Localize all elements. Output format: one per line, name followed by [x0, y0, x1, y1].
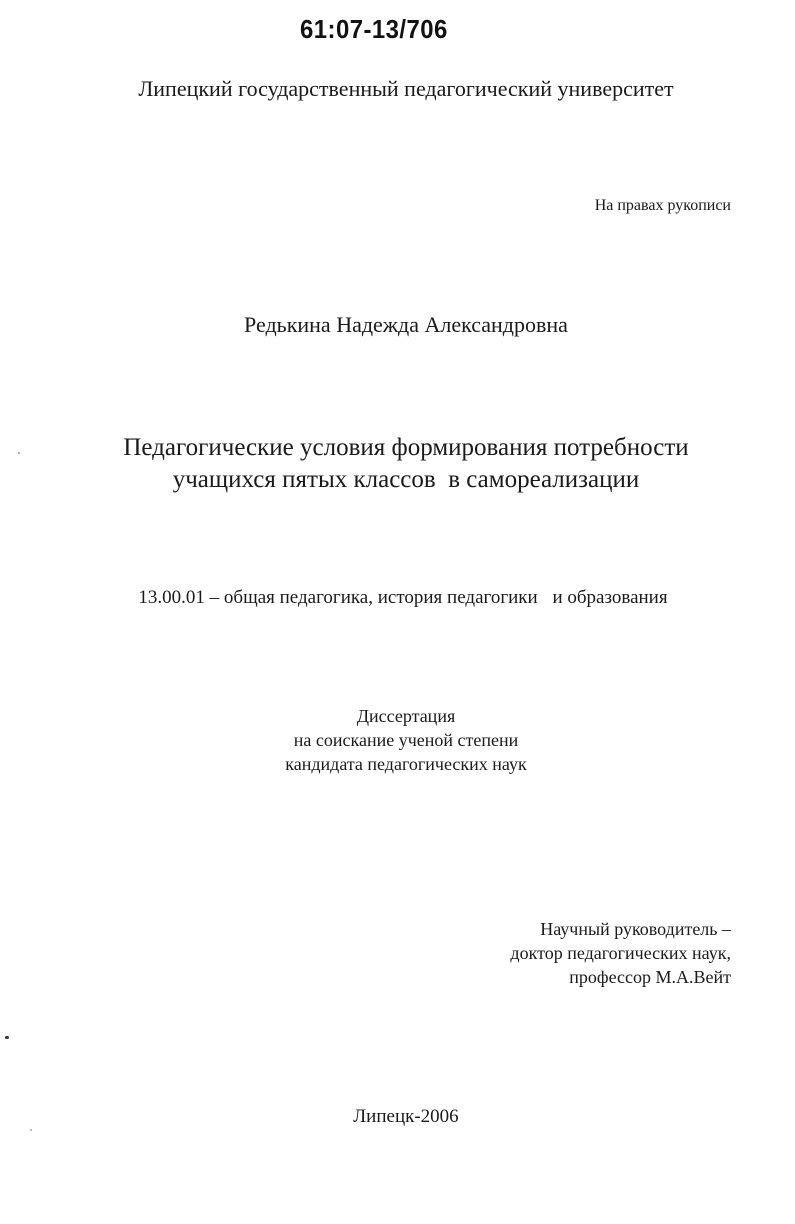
rights-note: На правах рукописи	[594, 197, 731, 214]
degree-line-3: кандидата педагогических наук	[285, 754, 527, 774]
supervisor-line-3: профессор М.А.Вейт	[569, 967, 731, 987]
university-name: Липецкий государственный педагогический университет	[138, 76, 674, 101]
degree-line-2: на соискание ученой степени	[293, 730, 519, 750]
scan-speck	[18, 452, 20, 454]
title-line-2: учащихся пятых классов в самореализации	[172, 466, 640, 493]
scan-speck	[30, 1129, 32, 1131]
supervisor-block	[510, 917, 731, 989]
supervisor-line-1: Научный руководитель –	[540, 919, 731, 939]
supervisor-line-2: доктор педагогических наук,	[510, 943, 731, 963]
library-stamp-code: 61:07-13/706	[300, 14, 448, 44]
specialty-part-1: 13.00.01 – общая педагогика, история педагогики	[138, 587, 538, 608]
specialty-part-2: и образования	[552, 587, 668, 608]
author-name: Редькина Надежда Александровна	[244, 312, 568, 337]
specialty-code	[0, 587, 795, 609]
degree-line-1: Диссертация	[356, 706, 456, 726]
scan-speck	[5, 1036, 9, 1039]
dissertation-title	[0, 432, 795, 496]
title-line-1: Педагогические условия формирования потребности	[123, 434, 689, 461]
degree-block	[0, 704, 795, 776]
city-year: Липецк-2006	[353, 1106, 459, 1127]
